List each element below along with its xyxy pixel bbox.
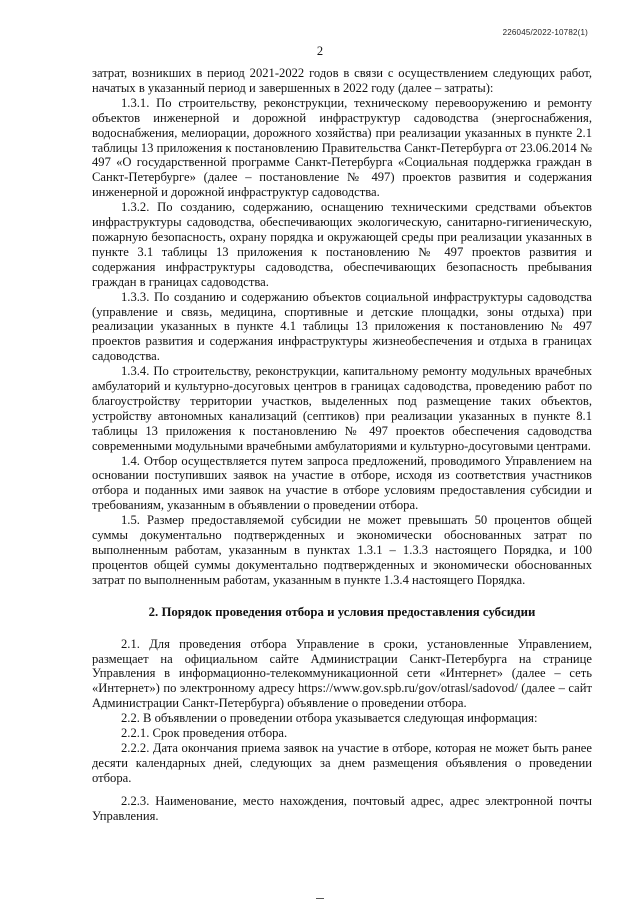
document-registration-number: 226045/2022-10782(1) — [502, 28, 588, 37]
paragraph-2-2-3: 2.2.3. Наименование, место нахождения, почтовый адрес, адрес электронной почты Управления. — [92, 793, 592, 823]
paragraph-1-3-1: 1.3.1. По строительству, реконструкции, техническому перевооружению и ремонту объектов инженерной и дорожной инфраструктур садоводства (энергоснабжения, водоснабжения, мелиорации, дорожного хозяйства) при реализации указанных в пункте 2.1 таблицы 13 приложения к постановлению Правительства Санкт-Петербурга от 23.06.2014 № 497 «О государственной программе Санкт-Петербурга «Социальная поддержка граждан в Санкт-Петербурге» (далее – постановление № 497) проектов развития и содержания инженерной и дорожной инфраструктур садоводства. — [92, 95, 592, 200]
document-body — [92, 66, 592, 824]
paragraph-1-3-3: 1.3.3. По созданию и содержанию объектов социальной инфраструктуры садоводства (управление и связь, медицина, спортивные и детские площадки, зоны отдыха) при реализации указанных в пункте 4.1 таблицы 13 приложения к постановлению № 497 проектов развития и содержания инфраструктуры жизнеобеспечения и отдыха в границах садоводства. — [92, 289, 592, 364]
paragraph-2-2: 2.2. В объявлении о проведении отбора указывается следующая информация: — [121, 711, 538, 726]
section-2-heading: 2. Порядок проведения отбора и условия предоставления субсидии — [148, 604, 536, 619]
page-number: 2 — [316, 44, 324, 58]
footer-mark — [316, 898, 324, 899]
paragraph-intro: затрат, возникших в период 2021-2022 годов в связи с осуществлением следующих работ, начатых в указанный период и завершенных в 2022 году (далее – затраты): — [92, 66, 592, 95]
paragraph-1-5: 1.5. Размер предоставляемой субсидии не может превышать 50 процентов общей суммы документально подтвержденных и экономически обоснованных затрат по выполненным работам, указанным в пунктах 1.3.1 – 1.3.3 настоящего Порядка, и 100 процентов общей суммы документально подтвержденных и экономически обоснованных затрат по выполненным работам, указанным в пункте 1.3.4 настоящего Порядка. — [92, 513, 592, 587]
paragraph-1-3-4: 1.3.4. По строительству, реконструкции, капитальному ремонту модульных врачебных амбулаторий и культурно-досуговых центров в границах садоводства, проведению работ по благоустройству территории участков, выделенных под размещение таких объектов, устройству автономных канализаций (септиков) при реализации указанных в пункте 8.1 таблицы 13 приложения к постановлению № 497 проектов обеспечения садоводства современными модульными врачебными амбулаториями и культурно-досуговыми центрами. — [92, 364, 592, 453]
paragraph-2-2-1: 2.2.1. Срок проведения отбора. — [121, 726, 288, 741]
paragraph-1-4: 1.4. Отбор осуществляется путем запроса предложений, проводимого Управлением на основании поступивших заявок на участие в отборе, исходя из соответствия участников отбора и поданных ими заявок на участие в отборе условиям предоставления субсидии и требованиям, указанным в объявлении о проведении отбора. — [92, 453, 592, 513]
paragraph-2-2-2: 2.2.2. Дата окончания приема заявок на участие в отборе, которая не может быть ранее десяти календарных дней, следующих за днем размещения объявления о проведении отбора. — [92, 740, 592, 785]
paragraph-1-3-2: 1.3.2. По созданию, содержанию, оснащению техническими средствами объектов инфраструктуры садоводства, обеспечивающих экологическую, санитарно-гигиеническую, пожарную безопасность, охрану порядка и окружающей среды при реализации указанных в пункте 3.1 таблицы 13 приложения к постановлению № 497 проектов развития и содержания инфраструктуры садоводства, обеспечивающих безопасность пребывания граждан в границах садоводства. — [92, 200, 592, 289]
paragraph-2-1: 2.1. Для проведения отбора Управление в сроки, установленные Управлением, размещает на официальном сайте Администрации Санкт-Петербурга на странице Управления в информационно-телекоммуникационной сети «Интернет» (далее – сеть «Интернет») по электронному адресу https://www.gov.spb.ru/gov/otrasl/sadovod/ (далее – сайт Администрации Санкт-Петербурга) объявление о проведении отбора. — [92, 636, 592, 711]
